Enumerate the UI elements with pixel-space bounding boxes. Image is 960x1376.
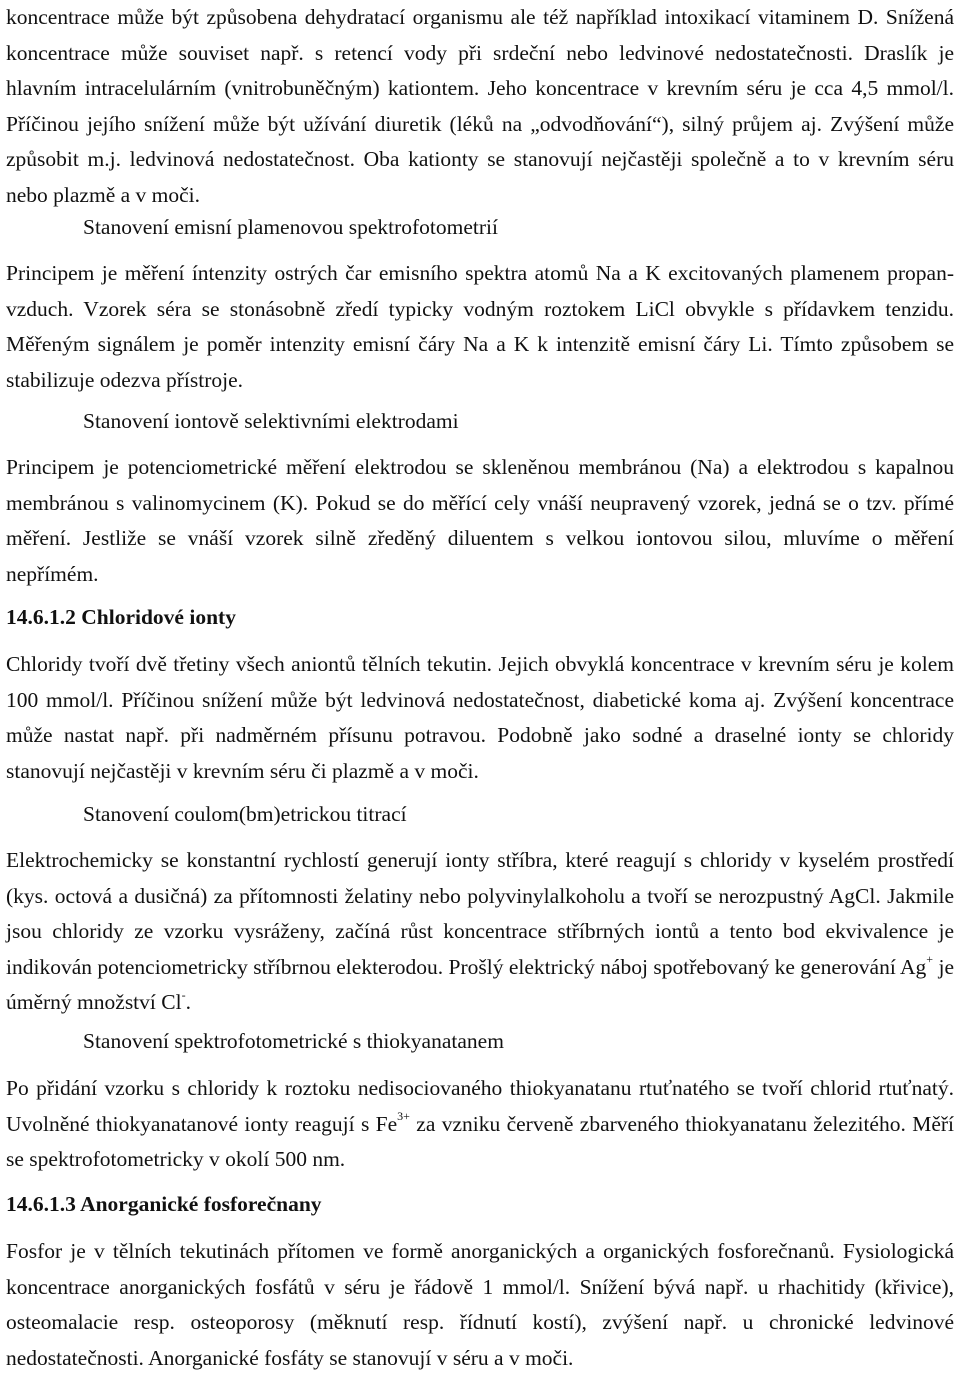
flame-photometry-paragraph: Principem je měření íntenzity ostrých čar emisního spektra atomů Na a K excitovaných plamenem propan-vzduch. Vzorek séra se stonásobně zředí typicky vodným roztokem LiCl obvykle s přídavkem tenzidu. Měřeným signálem je poměr intenzity emisní čáry Na a K k intenzitě emisní čáry Li. Tímto způsobem se stabilizuje odezva přístroje. [6, 261, 954, 392]
thiocyanate-text-a: Po přidání vzorku s chloridy k roztoku nedisociovaného thiokyanatanu rtuťnatého se tvoří chlorid rtuťnatý. Uvolněné thiokyanatanové ionty reagují s Fe [6, 1076, 954, 1136]
chlorides-heading: 14.6.1.2 Chloridové ionty [6, 605, 236, 629]
silver-ion-charge: + [926, 952, 934, 967]
coulometric-paragraph [6, 843, 954, 1021]
ise-title: Stanovení iontově selektivními elektrodami [83, 409, 459, 433]
phosphates-heading: 14.6.1.3 Anorganické fosforečnany [6, 1192, 322, 1216]
coulometric-text-b: je úměrný množství Cl [6, 954, 954, 1014]
flame-photometry-title: Stanovení emisní plamenovou spektrofotometrií [83, 215, 498, 239]
coulometric-text-a: Elektrochemicky se konstantní rychlostí generují ionty stříbra, které reagují s chloridy v kyselém prostředí (kys. octová a dusičná) za přítomnosti želatiny nebo polyvinylalkoholu a tvoří se nerozpustný AgCl. Jakmile jsou chloridy ze vzorku vysráženy, začíná růst koncentrace stříbrných iontů a tento bod ekvivalence je indikován potenciometricky stříbrnou elekterodou. Prošlý elektrický náboj spotřebovaný ke generování Ag [6, 848, 954, 979]
coulometric-text-c: . [185, 990, 191, 1014]
thiocyanate-text-b: za vzniku červeně zbarveného thiokyanatanu železitého. Měří se spektrofotometricky v okolí 500 nm. [6, 1111, 954, 1171]
potassium-paragraph: koncentrace může být způsobena dehydratací organismu ale též například intoxikací vitaminem D. Snížená koncentrace může souviset např. s retencí vody při srdeční nebo ledvinové nedostatečnosti. Draslík je hlavním intracelulárním (vnitrobuněčným) kationtem. Jeho koncentrace v krevním séru je cca 4,5 mmol/l. Příčinou jejího snížení může být užívání diuretik (léků na „odvodňování“), silný průjem aj. Zvýšení může způsobit m.j. ledvinová nedostatečnost. Oba kationty se stanovují nejčastěji společně a to v krevním séru nebo plazmě a v moči. [6, 5, 954, 207]
phosphates-paragraph: Fosfor je v tělních tekutinách přítomen ve formě anorganických a organických fosforečnanů. Fysiologická koncentrace anorganických fosfátů v séru je řádově 1 mmol/l. Snížení bývá např. u rhachitidy (křivice), osteomalacie resp. osteoporosy (měknutí resp. řídnutí kostí), zvýšení např. u chronické ledvinové nedostatečnosti. Anorganické fosfáty se stanovují v séru a v moči. [6, 1239, 954, 1370]
chloride-ion-charge: - [181, 987, 186, 1002]
iron-ion-charge: 3+ [397, 1109, 410, 1124]
ise-paragraph: Principem je potenciometrické měření elektrodou se skleněnou membránou (Na) a elektrodou s kapalnou membránou s valinomycinem (K). Pokud se do měřící cely vnáší neupravený vzorek, jedná se o tzv. přímé měření. Jestliže se vnáší vzorek silně zředěný diluentem s velkou iontovou silou, mluvíme o měření nepřímém. [6, 455, 954, 586]
thiocyanate-paragraph [6, 1071, 954, 1178]
chlorides-paragraph: Chloridy tvoří dvě třetiny všech aniontů tělních tekutin. Jejich obvyklá koncentrace v krevním séru je kolem 100 mmol/l. Příčinou snížení může být ledvinová nedostatečnost, diabetické koma aj. Zvýšení koncentrace může nastat např. při nadměrném přísunu potravou. Podobně jako sodné a draselné ionty se chloridy stanovují nejčastěji v krevním séru či plazmě a v moči. [6, 652, 954, 783]
coulometric-title: Stanovení coulom(bm)etrickou titrací [83, 802, 407, 826]
thiocyanate-title: Stanovení spektrofotometrické s thiokyanatanem [83, 1029, 504, 1053]
